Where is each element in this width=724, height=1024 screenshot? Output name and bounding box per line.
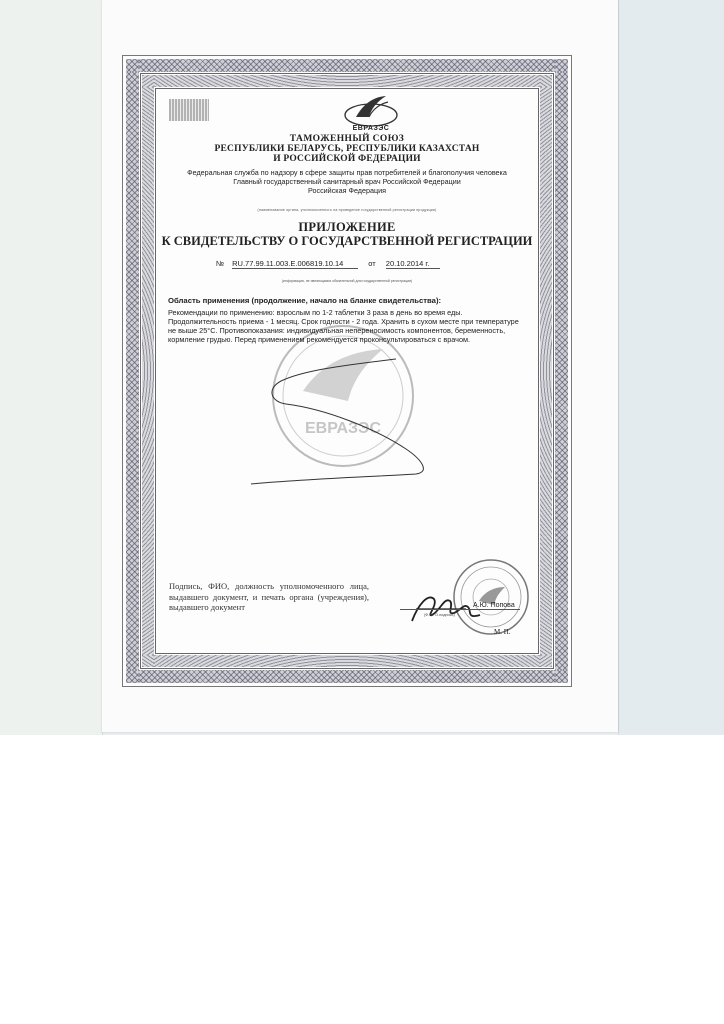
- eurasec-logo-icon: [342, 93, 400, 127]
- union-title: ТАМОЖЕННЫЙ СОЮЗ: [289, 134, 405, 144]
- chief-officer: Главный государственный санитарный врач Российской Федерации: [233, 177, 461, 186]
- watermark-text: ЕВРАЗЭС: [304, 420, 382, 437]
- country-name: Российская Федерация: [308, 186, 386, 195]
- application-area-label: Область применения (продолжение, начало на бланке свидетельства):: [168, 296, 442, 305]
- application-area: [168, 296, 520, 344]
- registration-line: [216, 259, 440, 269]
- from-label: от: [368, 259, 376, 268]
- republics-line-2: И РОССИЙСКОЙ ФЕДЕРАЦИИ: [273, 154, 421, 164]
- number-sign: №: [216, 259, 225, 268]
- scan-edge-left: [0, 0, 103, 735]
- signature-line: [400, 609, 520, 610]
- application-area-text: Рекомендации по применению: взрослым по 1-2 таблетки 3 раза в день во время еды. Продолжительность приема - 1 месяц. Срок годности - 2 года. Хранить в сухом месте при температуре не выше 25°С. Противопоказания: индивидуальная непереносимость компонентов, беременность, кормление грудью. Перед применением рекомендуется проконсультироваться с врачом.: [168, 308, 519, 344]
- emblem-label: ЕВРАЗЭС: [352, 125, 390, 132]
- signature-caption: Подпись, ФИО, должность уполномоченного лица, выдавшего документ, и печать органа (учреждения), выдавшего документ: [169, 581, 369, 612]
- registration-date: 20.10.2014 г.: [386, 259, 440, 269]
- security-code-block: [169, 99, 209, 121]
- certificate-content: [156, 89, 538, 653]
- signature-subcaption: (Ф. И. О.подпись): [424, 613, 455, 617]
- appendix-subtitle: К СВИДЕТЕЛЬСТВУ О ГОСУДАРСТВЕННОЙ РЕГИСТРАЦИИ: [161, 234, 533, 248]
- service-name: Федеральная служба по надзору в сфере защиты прав потребителей и благополучия человека: [187, 168, 507, 177]
- large-signature-stroke: [246, 349, 436, 489]
- certificate-blank: [122, 55, 572, 687]
- registration-number: RU.77.99.11.003.E.006819.10.14: [232, 259, 358, 269]
- caption-authority: (наименование органа, уполномоченного на проведение государственной регистрации продукции): [257, 208, 437, 212]
- republics-line-1: РЕСПУБЛИКИ БЕЛАРУСЬ, РЕСПУБЛИКИ КАЗАХСТАН: [214, 144, 480, 154]
- stamp-place-label: М. П.: [494, 628, 511, 636]
- caption-optional-info: (информация, не являющаяся обязательной для государственной регистрации): [281, 279, 413, 283]
- signatory-name: А.Ю. Попова: [473, 602, 515, 609]
- scan-edge-right: [618, 0, 724, 735]
- appendix-title: ПРИЛОЖЕНИЕ: [298, 220, 396, 234]
- eurasec-emblem: [342, 93, 400, 133]
